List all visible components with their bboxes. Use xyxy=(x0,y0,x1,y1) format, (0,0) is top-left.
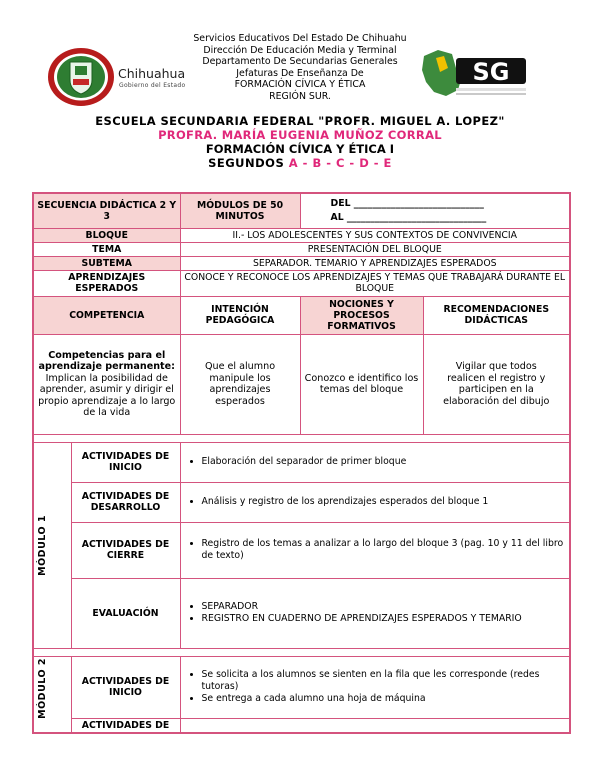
chihuahua-logo-subtext: Gobierno del Estado xyxy=(119,82,186,89)
list-item: • Análisis y registro de los aprendizajes esperados del bloque 1 xyxy=(202,496,567,508)
competencia-bold: Competencias para el aprendizaje permanente: xyxy=(38,349,175,372)
header-text-block xyxy=(150,33,450,103)
groups-line xyxy=(0,156,600,170)
tema-label: TEMA xyxy=(33,242,180,256)
groups-letters: A - B - C - D - E xyxy=(288,156,392,170)
list-item: • Se solicita a los alumnos se sienten en la fila que les corresponde (redes tutoras) xyxy=(202,669,567,693)
m1-desarrollo-content xyxy=(180,482,570,522)
col-competencia: COMPETENCIA xyxy=(33,296,180,334)
aprendizajes-label: APRENDIZAJES ESPERADOS xyxy=(33,270,180,296)
list-item: • REGISTRO EN CUADERNO DE APRENDIZAJES ESPERADOS Y TEMARIO xyxy=(202,613,567,625)
modulo2-label-cell xyxy=(33,656,71,733)
bloque-value: II.- LOS ADOLESCENTES Y SUS CONTEXTOS DE CONVIVENCIA xyxy=(180,228,570,242)
groups-label: SEGUNDOS xyxy=(208,156,285,170)
m2-inicio-label: ACTIVIDADES DE INICIO xyxy=(71,656,180,718)
modulo2-label: MÓDULO 2 xyxy=(37,657,48,719)
sg-logo-text: SG xyxy=(472,58,510,86)
m1-evaluacion-content xyxy=(180,578,570,648)
header-line: REGIÓN SUR. xyxy=(269,90,331,102)
aprendizajes-value: CONOCE Y RECONOCE LOS APRENDIZAJES Y TEMAS QUE TRABAJARÁ DURANTE EL BLOQUE xyxy=(180,270,570,296)
col-intencion: INTENCIÓN PEDAGÓGICA xyxy=(180,296,300,334)
m1-cierre-content xyxy=(180,522,570,578)
col-recomendaciones: RECOMENDACIONES DIDÁCTICAS xyxy=(423,296,570,334)
m1-evaluacion-label: EVALUACIÓN xyxy=(71,578,180,648)
spacer-row xyxy=(33,648,570,656)
m1-desarrollo-label: ACTIVIDADES DE DESARROLLO xyxy=(71,482,180,522)
spacer-row xyxy=(33,434,570,442)
subject-title: FORMACIÓN CÍVICA Y ÉTICA I xyxy=(205,142,395,156)
recomendaciones-cell: Vigilar que todos realicen el registro y participen en la elaboración del dibujo xyxy=(423,334,570,434)
modulo1-label: MÓDULO 1 xyxy=(37,514,48,576)
competencia-text: Implican la posibilidad de aprender, asumir y dirigir el propio aprendizaje a lo largo de la vida xyxy=(38,372,176,418)
m2-desarrollo-content xyxy=(180,718,570,733)
tema-value: PRESENTACIÓN DEL BLOQUE xyxy=(180,242,570,256)
list-item: • SEPARADOR xyxy=(202,601,567,613)
competencia-cell xyxy=(33,334,180,434)
teacher-name: PROFRA. MARÍA EUGENIA MUÑOZ CORRAL xyxy=(158,128,442,142)
intencion-cell: Que el alumno manipule los aprendizajes esperados xyxy=(180,334,300,434)
date-range xyxy=(300,193,570,228)
chihuahua-seal-icon xyxy=(46,46,116,108)
date-from: DEL ____________________________ xyxy=(330,197,484,209)
m1-inicio-label: ACTIVIDADES DE INICIO xyxy=(71,442,180,482)
subtema-value: SEPARADOR. TEMARIO Y APRENDIZAJES ESPERADOS xyxy=(180,256,570,270)
sg-logo-icon xyxy=(418,46,530,102)
m2-inicio-content xyxy=(180,656,570,718)
col-nociones: NOCIONES Y PROCESOS FORMATIVOS xyxy=(300,296,423,334)
m2-desarrollo-label: ACTIVIDADES DE xyxy=(71,718,180,733)
list-item: • Elaboración del separador de primer bloque xyxy=(202,456,567,468)
header-line: FORMACIÓN CÍVICA Y ÉTICA xyxy=(234,79,366,91)
header-line: Dirección De Educación Media y Terminal xyxy=(203,44,397,56)
list-item: • Se entrega a cada alumno una hoja de máquina xyxy=(202,693,567,705)
lesson-plan-table xyxy=(32,192,571,734)
date-to: AL ______________________________ xyxy=(330,211,487,223)
nociones-cell: Conozco e identifico los temas del bloque xyxy=(300,334,423,434)
chihuahua-logo-text: Chihuahua xyxy=(118,66,186,81)
list-item: • Registro de los temas a analizar a lo largo del bloque 3 (pag. 10 y 11 del libro de texto) xyxy=(202,538,567,562)
m1-cierre-label: ACTIVIDADES DE CIERRE xyxy=(71,522,180,578)
bloque-label: BLOQUE xyxy=(33,228,180,242)
subtema-label: SUBTEMA xyxy=(33,256,180,270)
modulo1-label-cell xyxy=(33,442,71,648)
school-name: ESCUELA SECUNDARIA FEDERAL "PROFR. MIGUEL A. LOPEZ" xyxy=(95,114,505,128)
modules-label: MÓDULOS DE 50 MINUTOS xyxy=(180,193,300,228)
m1-inicio-content xyxy=(180,442,570,482)
header-line: Departamento De Secundarias Generales xyxy=(202,56,398,68)
header-line: Jefaturas De Enseñanza De xyxy=(236,67,364,79)
sequence-label: SECUENCIA DIDÁCTICA 2 Y 3 xyxy=(33,193,180,228)
header-line: Servicios Educativos Del Estado De Chihuahu xyxy=(193,33,407,44)
